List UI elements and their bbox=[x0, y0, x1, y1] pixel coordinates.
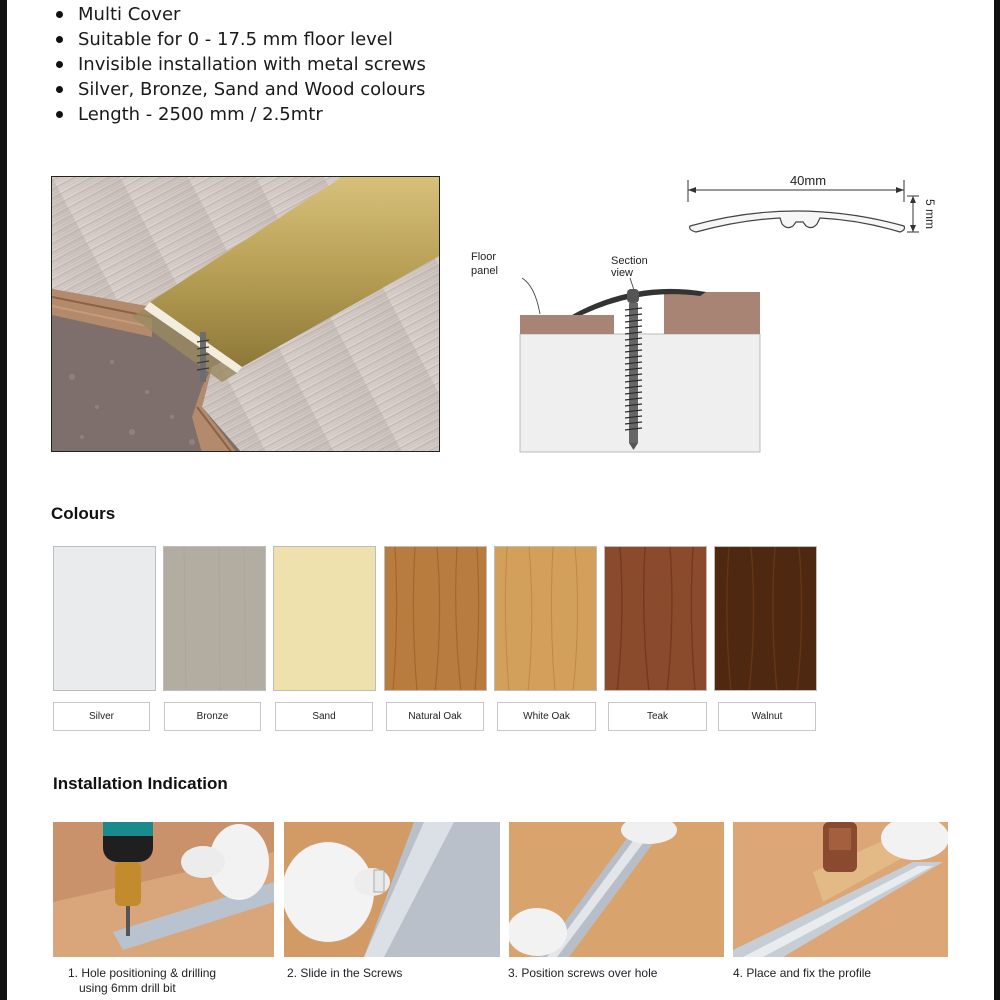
feature-item: Suitable for 0 - 17.5 mm floor level bbox=[52, 27, 426, 52]
feature-item: Invisible installation with metal screws bbox=[52, 52, 426, 77]
colours-title: Colours bbox=[51, 504, 116, 523]
swatch-teak bbox=[604, 546, 707, 691]
step-4-photo bbox=[733, 822, 948, 957]
swatch-label-walnut: Walnut bbox=[718, 702, 816, 731]
swatch-label-teak: Teak bbox=[608, 702, 707, 731]
swatch-label-silver: Silver bbox=[53, 702, 150, 731]
feature-item: Length - 2500 mm / 2.5mtr bbox=[52, 102, 426, 127]
floor-panel-label: panel bbox=[471, 265, 498, 277]
swatch-label-natural-oak: Natural Oak bbox=[386, 702, 484, 731]
section-view-label: Section bbox=[611, 255, 648, 267]
swatch-natural-oak bbox=[384, 546, 487, 691]
swatch-label-sand: Sand bbox=[275, 702, 373, 731]
bullet-icon bbox=[56, 36, 63, 43]
bullet-icon bbox=[56, 61, 63, 68]
swatch-label-white-oak: White Oak bbox=[497, 702, 596, 731]
swatch-silver bbox=[53, 546, 156, 691]
feature-item: Multi Cover bbox=[52, 2, 426, 27]
swatch-sand bbox=[273, 546, 376, 691]
section-view-label: view bbox=[611, 267, 634, 279]
step-2-caption: 2. Slide in the Screws bbox=[287, 966, 403, 980]
swatch-walnut bbox=[714, 546, 817, 691]
feature-list bbox=[52, 2, 426, 127]
product-photo bbox=[51, 176, 440, 452]
step-1-photo bbox=[53, 822, 274, 957]
left-border bbox=[0, 0, 7, 1000]
step-1-caption: 1. Hole positioning & drilling using 6mm drill bit bbox=[68, 966, 217, 995]
installation-title: Installation Indication bbox=[53, 774, 228, 793]
bullet-icon bbox=[56, 111, 63, 118]
bullet-icon bbox=[56, 11, 63, 18]
step-2-photo bbox=[284, 822, 500, 957]
swatch-white-oak bbox=[494, 546, 597, 691]
swatch-label-bronze: Bronze bbox=[164, 702, 261, 731]
step-4-caption: 4. Place and fix the profile bbox=[733, 966, 872, 980]
bullet-icon bbox=[56, 86, 63, 93]
floor-panel-label: Floor bbox=[471, 251, 497, 263]
width-dimension-label: 40mm bbox=[789, 173, 827, 188]
section-diagram bbox=[460, 168, 960, 468]
step-3-caption: 3. Position screws over hole bbox=[508, 966, 658, 980]
swatch-bronze bbox=[163, 546, 266, 691]
right-border bbox=[994, 0, 1000, 1000]
step-3-photo bbox=[509, 822, 724, 957]
feature-item: Silver, Bronze, Sand and Wood colours bbox=[52, 77, 426, 102]
height-dimension-label: 5 mm bbox=[923, 199, 937, 229]
